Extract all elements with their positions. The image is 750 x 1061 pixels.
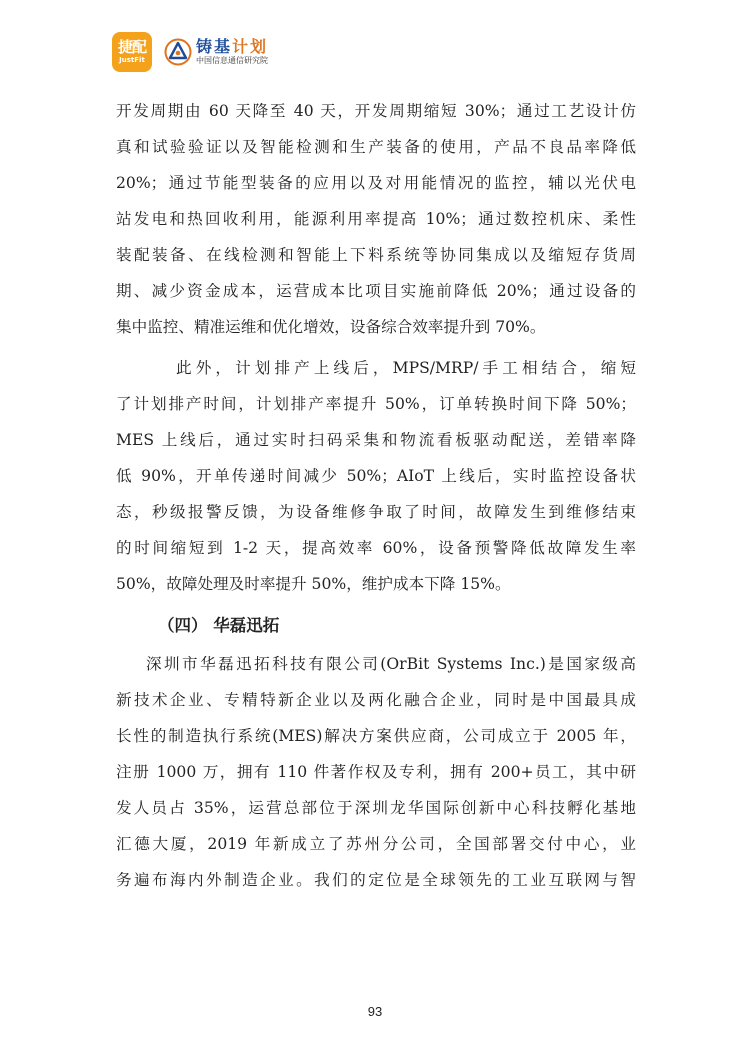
justfit-logo [112, 32, 152, 72]
justfit-logo-cn: 捷配 [117, 38, 146, 56]
page-number: 93 [367, 1004, 383, 1019]
page-header [112, 30, 268, 74]
text-line: 装配装备、在线检测和智能上下料系统等协同集成以及缩短存货周 [116, 246, 636, 264]
justfit-logo-en: JustFit [119, 56, 145, 64]
zhuji-subtitle: 中国信息通信研究院 [196, 56, 268, 65]
text-line: 汇德大厦，2019 年新成立了苏州分公司，全国部署交付中心，业 [116, 835, 636, 853]
section-heading: （四） 华磊迅拓 [158, 616, 280, 635]
paragraph-2 [116, 350, 636, 602]
zhuji-title [196, 38, 268, 56]
text-line: 开发周期由 60 天降至 40 天，开发周期缩短 30%；通过工艺设计仿 [116, 102, 636, 120]
text-line: 发人员占 35%，运营总部位于深圳龙华国际创新中心科技孵化基地 [116, 799, 636, 817]
text-line: MES 上线后，通过实时扫码采集和物流看板驱动配送，差错率降 [116, 431, 636, 449]
text-line: 了计划排产时间，计划排产率提升 50%，订单转换时间下降 50%； [116, 395, 636, 413]
zhuji-title-part2: 计划 [232, 37, 269, 56]
document-body [116, 93, 636, 898]
paragraph-1 [116, 93, 636, 345]
text-line: 务遍布海内外制造企业。我们的定位是全球领先的工业互联网与智 [116, 871, 636, 889]
text-line: 深圳市华磊迅拓科技有限公司(OrBit Systems Inc.)是国家级高 [146, 655, 636, 673]
text-line: 的时间缩短到 1-2 天，提高效率 60%，设备预警降低故障发生率 [116, 539, 636, 557]
zhuji-title-part1: 铸基 [196, 37, 233, 56]
text-line: 真和试验验证以及智能检测和生产装备的使用，产品不良品率降低 [116, 138, 636, 156]
text-line: 集中监控、精准运维和优化增效，设备综合效率提升到 70%。 [116, 318, 546, 336]
zhuji-logo [164, 38, 268, 66]
text-line: 站发电和热回收利用，能源利用率提高 10%；通过数控机床、柔性 [116, 210, 636, 228]
text-line: 长性的制造执行系统(MES)解决方案供应商，公司成立于 2005 年， [116, 727, 636, 745]
text-line: 态，秒级报警反馈，为设备维修争取了时间，故障发生到维修结束 [116, 503, 636, 521]
text-line: 期、减少资金成本，运营成本比项目实施前降低 20%；通过设备的 [116, 282, 636, 300]
zhuji-triangle-icon [164, 38, 192, 66]
paragraph-3 [116, 646, 636, 898]
text-line: 此外，计划排产上线后，MPS/MRP/手工相结合，缩短 [176, 359, 636, 377]
text-line: 20%；通过节能型装备的应用以及对用能情况的监控，辅以光伏电 [116, 174, 636, 192]
text-line: 新技术企业、专精特新企业以及两化融合企业，同时是中国最具成 [116, 691, 636, 709]
text-line: 注册 1000 万，拥有 110 件著作权及专利，拥有 200+员工，其中研 [116, 763, 636, 781]
text-line: 低 90%，开单传递时间减少 50%；AIoT 上线后，实时监控设备状 [116, 467, 636, 485]
text-line: 50%，故障处理及时率提升 50%，维护成本下降 15%。 [116, 575, 511, 593]
